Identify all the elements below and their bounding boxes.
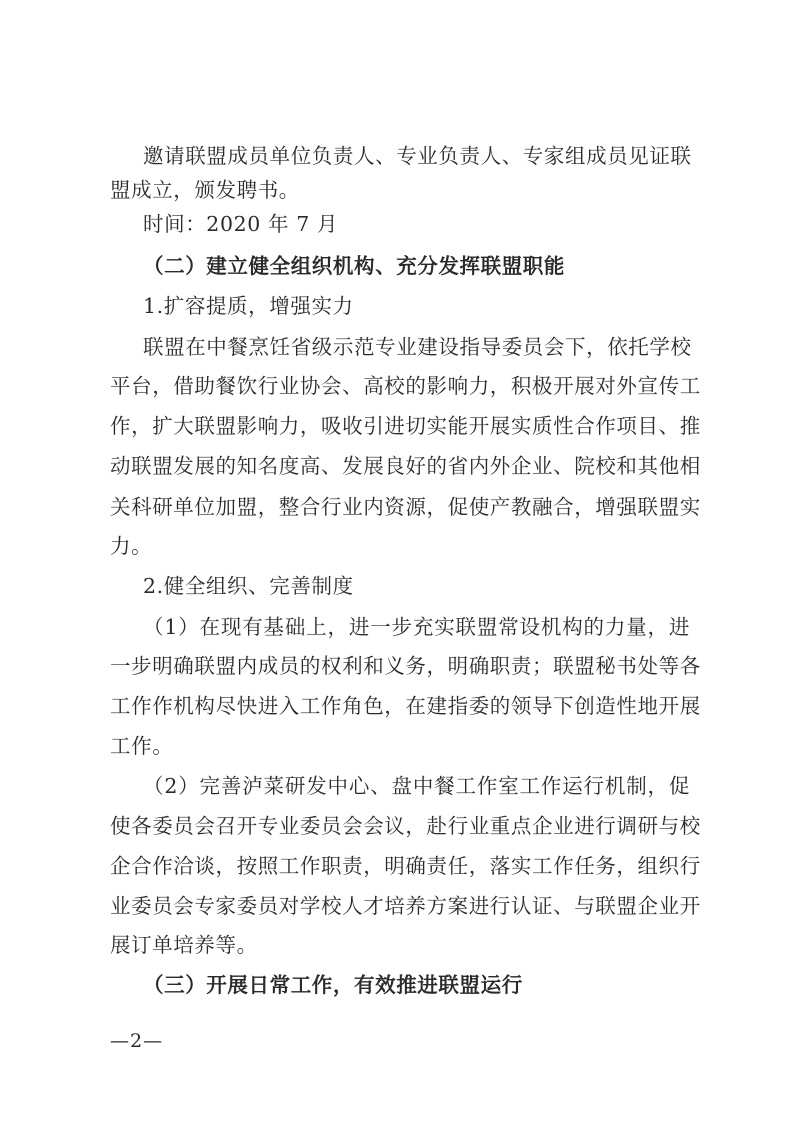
paragraph-line: 动联盟发展的知名度高、发展良好的省内外企业、院校和其他相 <box>110 454 701 478</box>
paragraph-line: （1）在现有基础上，进一步充实联盟常设机构的力量，进 <box>143 615 690 639</box>
paragraph-line: 盟成立，颁发聘书。 <box>110 178 300 202</box>
subsection-heading: 1.扩容提质，增强实力 <box>143 294 354 318</box>
subsection-heading: 2.健全组织、完善制度 <box>143 574 354 598</box>
page-number: —2— <box>110 1030 164 1052</box>
paragraph-line: 使各委员会召开专业委员会会议，赴行业重点企业进行调研与校 <box>110 814 701 838</box>
paragraph-line: 作，扩大联盟影响力，吸收引进切实能开展实质性合作项目、推 <box>110 414 701 438</box>
paragraph-line: 平台，借助餐饮行业协会、高校的影响力，积极开展对外宣传工 <box>110 374 701 398</box>
paragraph-line: 联盟在中餐烹饪省级示范专业建设指导委员会下，依托学校 <box>143 335 692 359</box>
paragraph-line: 力。 <box>110 534 153 558</box>
paragraph-line: 一步明确联盟内成员的权利和义务，明确职责；联盟秘书处等各 <box>110 654 701 678</box>
paragraph-line: 工作。 <box>110 734 174 758</box>
section-heading: （三）开展日常工作，有效推进联盟运行 <box>143 973 523 997</box>
paragraph-line: 邀请联盟成员单位负责人、专业负责人、专家组成员见证联 <box>143 144 692 168</box>
paragraph-line: （2）完善泸菜研发中心、盘中餐工作室工作运行机制，促 <box>143 774 690 798</box>
paragraph-line: 展订单培养等。 <box>110 933 258 957</box>
section-heading: （二）建立健全组织机构、充分发挥联盟职能 <box>143 254 565 278</box>
paragraph-line: 时间：2020 年 7 月 <box>143 212 339 236</box>
paragraph-line: 业委员会专家委员对学校人才培养方案进行认证、与联盟企业开 <box>110 894 701 918</box>
paragraph-line: 企合作洽谈，按照工作职责，明确责任，落实工作任务，组织行 <box>110 854 701 878</box>
paragraph-line: 工作作机构尽快进入工作角色，在建指委的领导下创造性地开展 <box>110 694 701 718</box>
paragraph-line: 关科研单位加盟，整合行业内资源，促使产教融合，增强联盟实 <box>110 495 701 519</box>
